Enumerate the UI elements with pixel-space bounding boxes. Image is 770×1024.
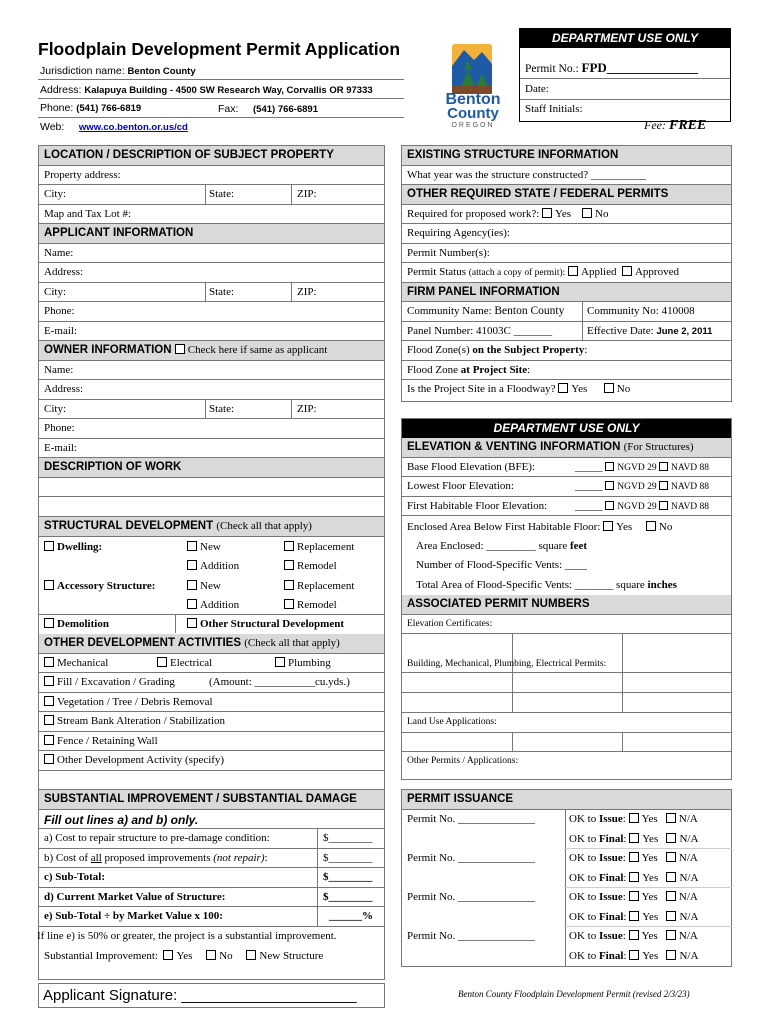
issuance-permit-no-3[interactable]: Permit No. ______________: [407, 891, 536, 903]
ok-to-issue-row-4: OK to Issue: Yes N/A: [569, 930, 698, 942]
ok-issue-yes-checkbox[interactable]: Yes: [629, 813, 658, 825]
ok-final-na-checkbox[interactable]: N/A: [666, 911, 698, 923]
dept-use-title: DEPARTMENT USE ONLY: [520, 29, 730, 48]
enclosed-yes-checkbox[interactable]: Yes: [603, 521, 632, 533]
bfe-row[interactable]: Base Flood Elevation (BFE): _____ NGVD 29 NAVD 88: [402, 458, 731, 478]
building-permits-label: Building, Mechanical, Plumbing, Electrical Permits:: [407, 659, 607, 669]
ok-issue-na-checkbox[interactable]: N/A: [666, 813, 698, 825]
cost-improvements-row[interactable]: b) Cost of all proposed improvements (not repair): $________: [39, 849, 384, 869]
floodway-row: Is the Project Site in a Floodway? Yes No: [407, 383, 631, 395]
ok-issue-yes-checkbox[interactable]: Yes: [629, 852, 658, 864]
si-new-structure-checkbox[interactable]: New Structure: [235, 950, 323, 962]
si-yes-checkbox[interactable]: Yes: [161, 950, 193, 962]
staff-initials-field[interactable]: Staff Initials:: [525, 103, 583, 115]
accessory-new[interactable]: New: [187, 580, 221, 592]
associated-header: ASSOCIATED PERMIT NUMBERS: [402, 595, 731, 615]
location-header: LOCATION / DESCRIPTION OF SUBJECT PROPERTY: [39, 146, 384, 166]
issuance-permit-no-1[interactable]: Permit No. ______________: [407, 813, 536, 825]
applicant-phone-field[interactable]: Phone:: [39, 302, 384, 322]
web-line: Web: www.co.benton.or.us/cd: [40, 121, 188, 133]
accessory-replacement[interactable]: Replacement: [284, 580, 354, 592]
fence-option[interactable]: Fence / Retaining Wall: [39, 732, 384, 752]
vegetation-option[interactable]: Vegetation / Tree / Debris Removal: [39, 693, 384, 713]
dwelling-new[interactable]: New: [187, 541, 221, 553]
fhfe-row[interactable]: First Habitable Floor Elevation: _____ NGVD 29 NAVD 88: [402, 497, 731, 517]
flood-zones-field[interactable]: Flood Zone(s) on the Subject Property:: [402, 341, 731, 361]
permit-no-field[interactable]: Permit No.: FPD______________: [525, 60, 698, 75]
ok-issue-na-checkbox[interactable]: N/A: [666, 852, 698, 864]
area-enclosed-field[interactable]: Area Enclosed: _________ square feet: [416, 540, 588, 552]
ok-to-issue-row-1: OK to Issue: Yes N/A: [569, 813, 698, 825]
existing-header: EXISTING STRUCTURE INFORMATION: [402, 146, 731, 166]
fill-option[interactable]: Fill / Excavation / Grading (Amount: ___________cu.yds.): [39, 673, 384, 693]
left-column: [38, 145, 385, 980]
approved-checkbox[interactable]: Approved: [622, 266, 679, 278]
ok-to-issue-row-3: OK to Issue: Yes N/A: [569, 891, 698, 903]
enclosed-row: Enclosed Area Below First Habitable Floor: Yes No: [407, 521, 673, 533]
agencies-field[interactable]: Requiring Agency(ies):: [402, 224, 731, 244]
property-city-row[interactable]: City: State: ZIP:: [39, 185, 384, 205]
vents-field[interactable]: Number of Flood-Specific Vents: ____: [416, 559, 587, 571]
cost-repair-row[interactable]: a) Cost to repair structure to pre-damage condition: $________: [39, 829, 384, 849]
required-row: Required for proposed work?: Yes No: [402, 205, 731, 225]
fill-out-note: Fill out lines a) and b) only.: [39, 810, 384, 830]
signature-box[interactable]: [38, 983, 385, 1008]
structural-header: STRUCTURAL DEVELOPMENT (Check all that apply): [39, 517, 384, 537]
right-column-top: [401, 145, 732, 402]
dwelling-remodel[interactable]: Remodel: [284, 560, 337, 572]
accessory-option[interactable]: Accessory Structure:: [44, 580, 155, 592]
signature-label: Applicant Signature: _____________________: [43, 987, 357, 1004]
mechanical-option[interactable]: Mechanical: [44, 657, 108, 669]
jurisdiction-line: Jurisdiction name: Benton County: [40, 65, 196, 77]
ok-final-na-checkbox[interactable]: N/A: [666, 833, 698, 845]
building-permits-grid[interactable]: [402, 673, 731, 713]
plumbing-option[interactable]: Plumbing: [275, 657, 331, 669]
demolition-option[interactable]: Demolition: [44, 618, 109, 630]
substantial-note: If line e) is 50% or greater, the project is a substantial improvement.: [37, 930, 337, 942]
issuance-permit-no-2[interactable]: Permit No. ______________: [407, 852, 536, 864]
project-zone-field[interactable]: Flood Zone at Project Site:: [402, 361, 731, 381]
applicant-address-field[interactable]: Address:: [39, 263, 384, 283]
required-yes-checkbox[interactable]: Yes: [542, 208, 571, 220]
vent-area-field[interactable]: Total Area of Flood-Specific Vents: _______ square inches: [416, 579, 677, 591]
work-header: DESCRIPTION OF WORK: [39, 458, 384, 478]
required-no-checkbox[interactable]: No: [582, 208, 608, 220]
work-line-1[interactable]: [39, 478, 384, 498]
work-line-2[interactable]: [39, 497, 384, 517]
ok-final-na-checkbox[interactable]: N/A: [666, 950, 698, 962]
phone-line: Phone: (541) 766-6819: [40, 102, 142, 114]
permits-header: OTHER REQUIRED STATE / FEDERAL PERMITS: [402, 185, 731, 205]
applicant-city-row[interactable]: City: State: ZIP:: [39, 283, 384, 303]
percent-row[interactable]: e) Sub-Total ÷ by Market Value x 100: ______%: [39, 907, 384, 927]
panel-row[interactable]: Panel Number: 41003C _______ Effective Date: June 2, 2011: [402, 322, 731, 342]
applicant-email-field[interactable]: E-mail:: [39, 322, 384, 342]
substantial-header: SUBSTANTIAL IMPROVEMENT / SUBSTANTIAL DAMAGE: [39, 790, 384, 810]
applicant-name-field[interactable]: Name:: [39, 244, 384, 264]
map-tax-lot-field[interactable]: Map and Tax Lot #:: [39, 205, 384, 225]
ok-to-final-row-4: OK to Final: Yes N/A: [569, 949, 699, 962]
ok-issue-yes-checkbox[interactable]: Yes: [629, 930, 658, 942]
dept-use-title-2: DEPARTMENT USE ONLY: [402, 419, 731, 438]
owner-city-row[interactable]: City: State: ZIP:: [39, 400, 384, 420]
accessory-addition[interactable]: Addition: [187, 599, 239, 611]
benton-county-logo: Benton County OREGON: [438, 40, 508, 130]
ok-to-final-row-2: OK to Final: Yes N/A: [569, 871, 699, 884]
other-structural-option[interactable]: Other Structural Development: [187, 618, 344, 630]
address-line: Address: Kalapuya Building - 4500 SW Research Way, Corvallis OR 97333: [40, 84, 373, 96]
other-activity-line[interactable]: [39, 771, 384, 791]
dwelling-replacement[interactable]: Replacement: [284, 541, 354, 553]
ok-final-yes-checkbox[interactable]: Yes: [629, 911, 658, 923]
firm-header: FIRM PANEL INFORMATION: [402, 283, 731, 303]
mountain-tree-icon: [438, 40, 508, 98]
ok-final-na-checkbox[interactable]: N/A: [666, 872, 698, 884]
issuance-header: PERMIT ISSUANCE: [402, 790, 731, 810]
ok-to-final-row-3: OK to Final: Yes N/A: [569, 910, 699, 923]
web-link[interactable]: www.co.benton.or.us/cd: [78, 122, 188, 133]
owner-header: OWNER INFORMATION Check here if same as applicant: [39, 341, 384, 361]
ok-to-final-row-1: OK to Final: Yes N/A: [569, 832, 699, 845]
floodway-yes-checkbox[interactable]: Yes: [558, 383, 587, 395]
substantial-improvement-row: Substantial Improvement: Yes No New Structure: [44, 950, 324, 962]
elevation-header: ELEVATION & VENTING INFORMATION (For Structures): [402, 438, 731, 458]
land-use-label: Land Use Applications:: [407, 717, 497, 727]
community-row[interactable]: Community Name: Benton County Community No: 410008: [402, 302, 731, 322]
floodway-no-checkbox[interactable]: No: [604, 383, 630, 395]
dwelling-addition[interactable]: Addition: [187, 560, 239, 572]
ok-issue-na-checkbox[interactable]: N/A: [666, 930, 698, 942]
lfe-row[interactable]: Lowest Floor Elevation: _____ NGVD 29 NAVD 88: [402, 477, 731, 497]
department-use-box: [519, 28, 731, 122]
si-no-checkbox[interactable]: No: [195, 950, 232, 962]
applied-checkbox[interactable]: Applied: [568, 266, 616, 278]
elevation-certs-label: Elevation Certificates:: [407, 619, 493, 629]
subtotal-row[interactable]: c) Sub-Total: $________: [39, 868, 384, 888]
same-as-applicant-checkbox[interactable]: [175, 344, 185, 354]
utility-row: [39, 654, 384, 674]
ok-final-yes-checkbox[interactable]: Yes: [629, 833, 658, 845]
ok-final-yes-checkbox[interactable]: Yes: [629, 872, 658, 884]
accessory-remodel[interactable]: Remodel: [284, 599, 337, 611]
enclosed-no-checkbox[interactable]: No: [646, 521, 672, 533]
owner-address-field[interactable]: Address:: [39, 380, 384, 400]
applicant-header: APPLICANT INFORMATION: [39, 224, 384, 244]
right-column-dept: [401, 418, 732, 780]
fee-line: Fee: FREE: [644, 118, 707, 133]
dwelling-option[interactable]: Dwelling:: [44, 541, 102, 553]
ok-to-issue-row-2: OK to Issue: Yes N/A: [569, 852, 698, 864]
electrical-option[interactable]: Electrical: [157, 657, 212, 669]
year-constructed-field[interactable]: What year was the structure constructed? __________: [402, 166, 731, 186]
property-address-field[interactable]: Property address:: [39, 166, 384, 186]
owner-phone-field[interactable]: Phone:: [39, 419, 384, 439]
other-dev-header: OTHER DEVELOPMENT ACTIVITIES (Check all that apply): [39, 634, 384, 654]
market-value-row[interactable]: d) Current Market Value of Structure: $________: [39, 888, 384, 908]
ok-issue-yes-checkbox[interactable]: Yes: [629, 891, 658, 903]
stream-option[interactable]: Stream Bank Alteration / Stabilization: [39, 712, 384, 732]
issuance-permit-no-4[interactable]: Permit No. ______________: [407, 930, 536, 942]
ok-issue-na-checkbox[interactable]: N/A: [666, 891, 698, 903]
form-title: Floodplain Development Permit Application: [38, 39, 401, 59]
permit-status-row: Permit Status (attach a copy of permit): Applied Approved: [402, 263, 731, 283]
owner-email-field[interactable]: E-mail:: [39, 439, 384, 459]
fax-line: Fax: (541) 766-6891: [218, 103, 318, 115]
other-permits-label: Other Permits / Applications:: [407, 756, 519, 766]
land-use-grid[interactable]: [402, 732, 731, 752]
other-activity-option[interactable]: Other Development Activity (specify): [39, 751, 384, 771]
permit-numbers-field[interactable]: Permit Number(s):: [402, 244, 731, 264]
date-field[interactable]: Date:: [525, 83, 549, 95]
owner-name-field[interactable]: Name:: [39, 361, 384, 381]
footer-text: Benton County Floodplain Development Permit (revised 2/3/23): [458, 989, 690, 999]
ok-final-yes-checkbox[interactable]: Yes: [629, 950, 658, 962]
